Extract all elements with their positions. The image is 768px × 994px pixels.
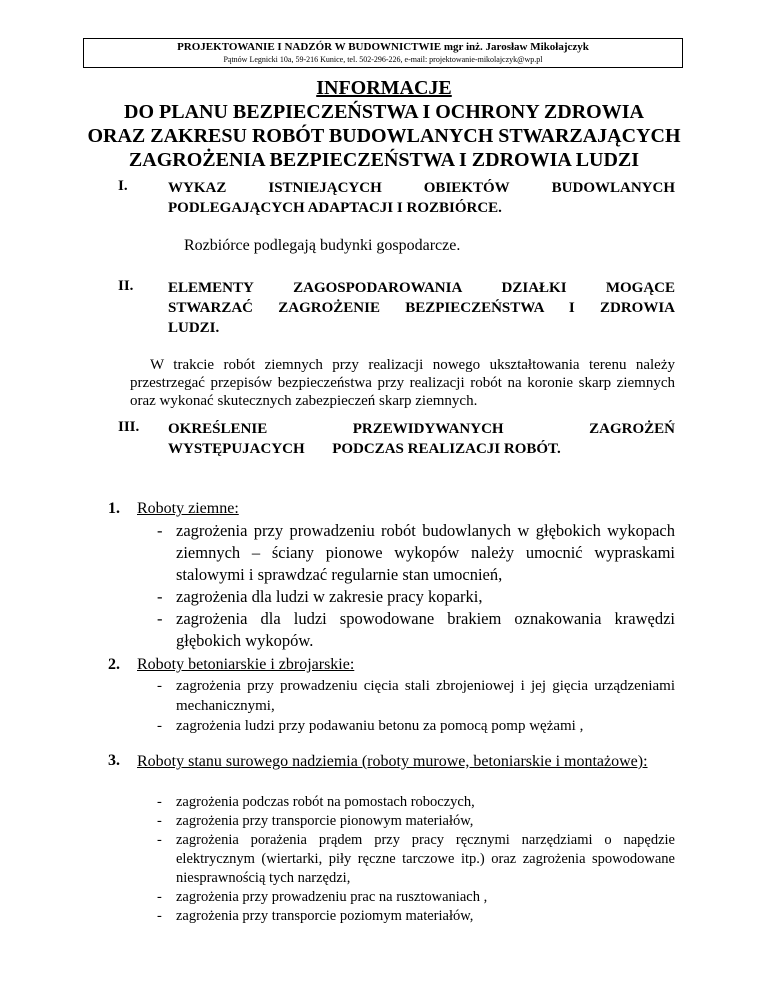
letterhead-company: PROJEKTOWANIE I NADZÓR W BUDOWNICTWIE mgr inż. Jarosław Mikołajczyk bbox=[177, 41, 589, 53]
section-1-heading bbox=[168, 178, 675, 218]
heading-word: DZIAŁKI bbox=[501, 280, 567, 296]
list-item-text: zagrożenia przy prowadzeniu robót budowlanych w głębokich wykopach ziemnych – ściany pionowe wykopów należy umocnić wypraskami stalowymi i sprawdzać regularnie stan umocnień, bbox=[176, 521, 675, 584]
list-item: - zagrożenia przy prowadzeniu prac na rusztowaniach , bbox=[157, 889, 488, 905]
list-item-text: zagrożenia przy prowadzeniu cięcia stali zbrojeniowej i jej gięcia urządzeniami mechanicznymi, bbox=[176, 678, 675, 714]
title-informacje: INFORMACJE bbox=[316, 77, 452, 99]
list-item-text: zagrożenia przy prowadzeniu prac na rusztowaniach , bbox=[176, 889, 488, 905]
section-1-numeral: I. bbox=[118, 178, 128, 194]
heading-line: STWARZAĆ ZAGROŻENIE BEZPIECZEŃSTWA I ZDROWIA bbox=[168, 300, 675, 316]
list-item-text: zagrożenia przy transporcie pionowym materiałów, bbox=[176, 813, 474, 829]
section-3-heading bbox=[168, 419, 675, 459]
list-item: - zagrożenia przy transporcie poziomym materiałów, bbox=[157, 908, 474, 924]
heading-line: LUDZI. bbox=[168, 320, 220, 336]
work-3-number: 3. bbox=[108, 752, 120, 769]
work-1-number: 1. bbox=[108, 500, 120, 517]
work-1-list bbox=[157, 520, 675, 652]
list-item: - zagrożenia przy prowadzeniu robót budowlanych w głębokich wykopach ziemnych – ściany pionowe wykopów należy umocnić wypraskami stalowymi i sprawdzać regularnie stan umocnień, bbox=[157, 521, 675, 584]
heading-line: PODLEGAJĄCYCH ADAPTACJI I ROZBIÓRCE. bbox=[168, 200, 502, 216]
work-2-title: Roboty betoniarskie i zbrojarskie: bbox=[137, 656, 355, 673]
list-item-text: zagrożenia dla ludzi spowodowane brakiem oznakowania krawędzi głębokich wykopów. bbox=[176, 609, 675, 650]
list-item-text: zagrożenia dla ludzi w zakresie pracy koparki, bbox=[176, 587, 483, 606]
heading-word: PODCZAS REALIZACJI ROBÓT. bbox=[332, 441, 561, 457]
heading-word: PRZEWIDYWANYCH bbox=[352, 421, 504, 437]
work-3-title: Roboty stanu surowego nadziemia (roboty murowe, betoniarskie i montażowe): bbox=[137, 753, 648, 770]
work-2-number: 2. bbox=[108, 656, 120, 673]
heading-word: ELEMENTY bbox=[168, 280, 254, 296]
list-item: - zagrożenia przy prowadzeniu cięcia stali zbrojeniowej i jej gięcia urządzeniami mechanicznymi, bbox=[157, 678, 675, 714]
list-item: - zagrożenia porażenia prądem przy pracy ręcznymi narzędziami o napędzie elektrycznym (wiertarki, piły ręczne tarczowe itp.) oraz zagrożenia spowodowane niesprawnością tych narzędzi, bbox=[157, 832, 675, 886]
heading-word: ZAGROŻEŃ bbox=[589, 421, 675, 437]
list-item: - zagrożenia przy transporcie pionowym materiałów, bbox=[157, 813, 474, 829]
work-3-list bbox=[157, 793, 675, 926]
work-2-list bbox=[157, 676, 675, 736]
title-line-3: ORAZ ZAKRESU ROBÓT BUDOWLANYCH STWARZAJĄCYCH bbox=[87, 125, 681, 147]
list-item: - zagrożenia ludzi przy podawaniu betonu za pomocą pomp wężami , bbox=[157, 718, 584, 734]
title-line-2: DO PLANU BEZPIECZEŃSTWA I OCHRONY ZDROWIA bbox=[124, 101, 644, 123]
title-line-4: ZAGROŻENIA BEZPIECZEŃSTWA I ZDROWIA LUDZI bbox=[128, 149, 640, 171]
section-2-paragraph: W trakcie robót ziemnych przy realizacji nowego ukształtowania terenu należy przestrzegać przepisów bezpieczeństwa przy realizacji robót na koronie skarp ziemnych oraz wykonać skutecznych zabezpieczeń skarp ziemnych. bbox=[130, 357, 675, 409]
section-3-numeral: III. bbox=[118, 419, 140, 435]
letterhead-address: Pątnów Legnicki 10a, 59-216 Kunice, tel. 502-296-226, e-mail: projektowanie-mikolajczyk@wp.pl bbox=[223, 55, 543, 64]
heading-word: MOGĄCE bbox=[605, 280, 675, 296]
list-item: - zagrożenia dla ludzi w zakresie pracy koparki, bbox=[157, 587, 483, 606]
heading-word: OKREŚLENIE bbox=[168, 421, 268, 437]
list-item-text: zagrożenia podczas robót na pomostach roboczych, bbox=[176, 794, 475, 810]
letterhead-box bbox=[83, 38, 683, 68]
section-1-text: Rozbiórce podlegają budynki gospodarcze. bbox=[184, 237, 461, 254]
heading-word: ISTNIEJĄCYCH bbox=[268, 180, 382, 196]
list-item: - zagrożenia dla ludzi spowodowane brakiem oznakowania krawędzi głębokich wykopów. bbox=[157, 609, 675, 650]
heading-word: OBIEKTÓW bbox=[423, 180, 510, 196]
section-2-heading bbox=[168, 278, 675, 338]
work-1-title: Roboty ziemne: bbox=[137, 500, 239, 517]
heading-word: WYSTĘPUJACYCH bbox=[168, 441, 305, 457]
list-item-text: zagrożenia porażenia prądem przy pracy ręcznymi narzędziami o napędzie elektrycznym (wiertarki, piły ręczne tarczowe itp.) oraz zagrożenia spowodowane niesprawnością tych narzędzi, bbox=[176, 832, 675, 886]
list-item-text: zagrożenia ludzi przy podawaniu betonu za pomocą pomp wężami , bbox=[176, 718, 584, 734]
heading-word: BUDOWLANYCH bbox=[551, 180, 675, 196]
heading-word: WYKAZ bbox=[168, 180, 227, 196]
list-item-text: zagrożenia przy transporcie poziomym materiałów, bbox=[176, 908, 474, 924]
heading-word: ZAGOSPODAROWANIA bbox=[293, 280, 463, 296]
section-2-numeral: II. bbox=[118, 278, 134, 294]
list-item: - zagrożenia podczas robót na pomostach roboczych, bbox=[157, 794, 475, 810]
